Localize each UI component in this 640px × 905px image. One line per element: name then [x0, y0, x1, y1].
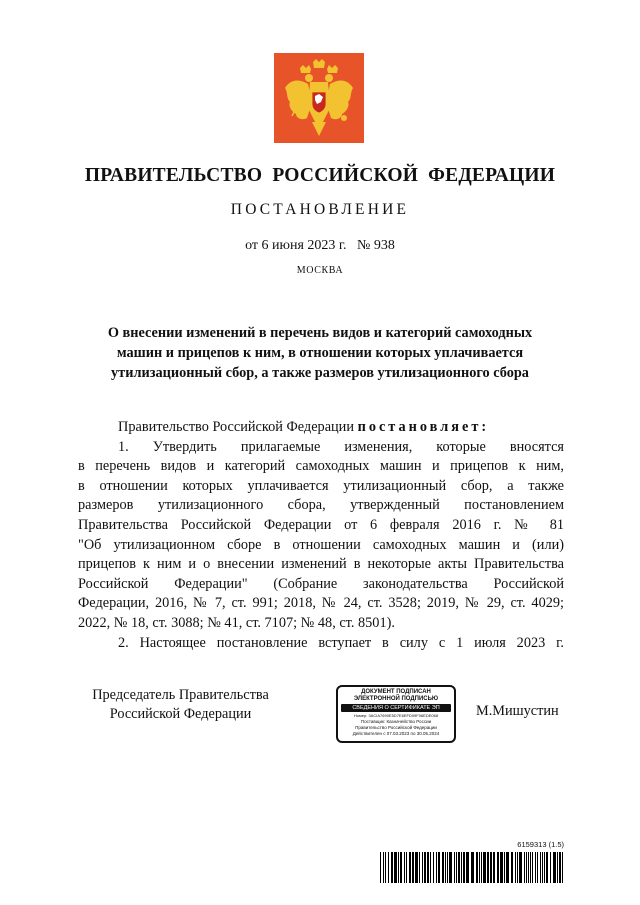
document-subject [80, 323, 560, 383]
paragraph-1-line: "Об утилизационном сборе в отношении самоходных машин и (или) [78, 536, 564, 553]
paragraph-2: 2. Настоящее постановление вступает в силу с 1 июля 2023 г. [118, 634, 564, 651]
intro-paragraph [78, 418, 564, 438]
document-type: ПОСТАНОВЛЕНИЕ [230, 201, 410, 218]
intro-text: Правительство Российской Федерации [118, 419, 358, 435]
stamp-certificate-bar: СВЕДЕНИЯ О СЕРТИФИКАТЕ ЭП [341, 704, 451, 712]
intro-decree-word: постановляет: [357, 419, 490, 435]
stamp-title [338, 689, 454, 703]
signer-position-line: Председатель Правительства [92, 687, 269, 703]
coat-of-arms-icon [274, 53, 364, 143]
paragraph-1-line: прицепов к ним и о внесении изменений в некоторые акты Правительства [78, 556, 564, 573]
barcode-icon [380, 852, 564, 883]
paragraph-1-line: Правительства Российской Федерации от 6 февраля 2016 г. № 81 [78, 516, 564, 533]
stamp-title-line: ЭЛЕКТРОННОЙ ПОДПИСЬЮ [353, 696, 439, 702]
stamp-title-line: ДОКУМЕНТ ПОДПИСАН [361, 689, 431, 695]
subject-line: машин и прицепов к ним, в отношении которых уплачивается [116, 345, 524, 361]
signer-name: М.Мишустин [476, 703, 559, 719]
paragraph-1-line: 1. Утвердить прилагаемые изменения, которые вносятся [118, 438, 564, 455]
document-code: 6159313 (1.5) [517, 840, 564, 849]
paragraph-1-line: размеров утилизационного сбора, утвержденный постановлением [78, 497, 564, 514]
signer-position-line: Российской Федерации [109, 706, 252, 722]
subject-line: О внесении изменений в перечень видов и категорий самоходных [107, 325, 533, 341]
paragraph-1-line: 2022, № 18, ст. 3088; № 41, ст. 7107; № 48, ст. 8501). [78, 614, 395, 631]
subject-line: утилизационный сбор, а также размеров утилизационного сбора [111, 365, 529, 381]
stamp-supplier: Поставщик: Казначейство России [360, 718, 432, 724]
stamp-owner: Правительство Российской Федерации [355, 724, 437, 730]
signer-position [78, 686, 283, 724]
paragraph-1-line: в перечень видов и категорий самоходных машин и прицепов к ним, [78, 458, 564, 475]
document-city: МОСКВА [296, 265, 344, 276]
government-title: ПРАВИТЕЛЬСТВО РОССИЙСКОЙ ФЕДЕРАЦИИ [84, 165, 556, 186]
document-date-number: от 6 июня 2023 г. № 938 [245, 238, 395, 253]
paragraph-1-line: Федерации, 2016, № 7, ст. 991; 2018, № 24, ст. 3528; 2019, № 29, ст. 4029; [78, 595, 564, 612]
electronic-signature-stamp [336, 685, 456, 743]
stamp-validity: Действителен с 07.03.2023 по 30.05.2024 [352, 730, 440, 736]
document-body [78, 418, 564, 653]
paragraph-1-line: в отношении которых уплачивается утилизационный сбор, а также [78, 477, 564, 494]
stamp-certificate-number: Номер: 3ACIA7690E5D7E6EFD09F06EDE068 [353, 713, 439, 718]
paragraph-1-line: Российской Федерации" (Собрание законодательства Российской [78, 575, 564, 592]
